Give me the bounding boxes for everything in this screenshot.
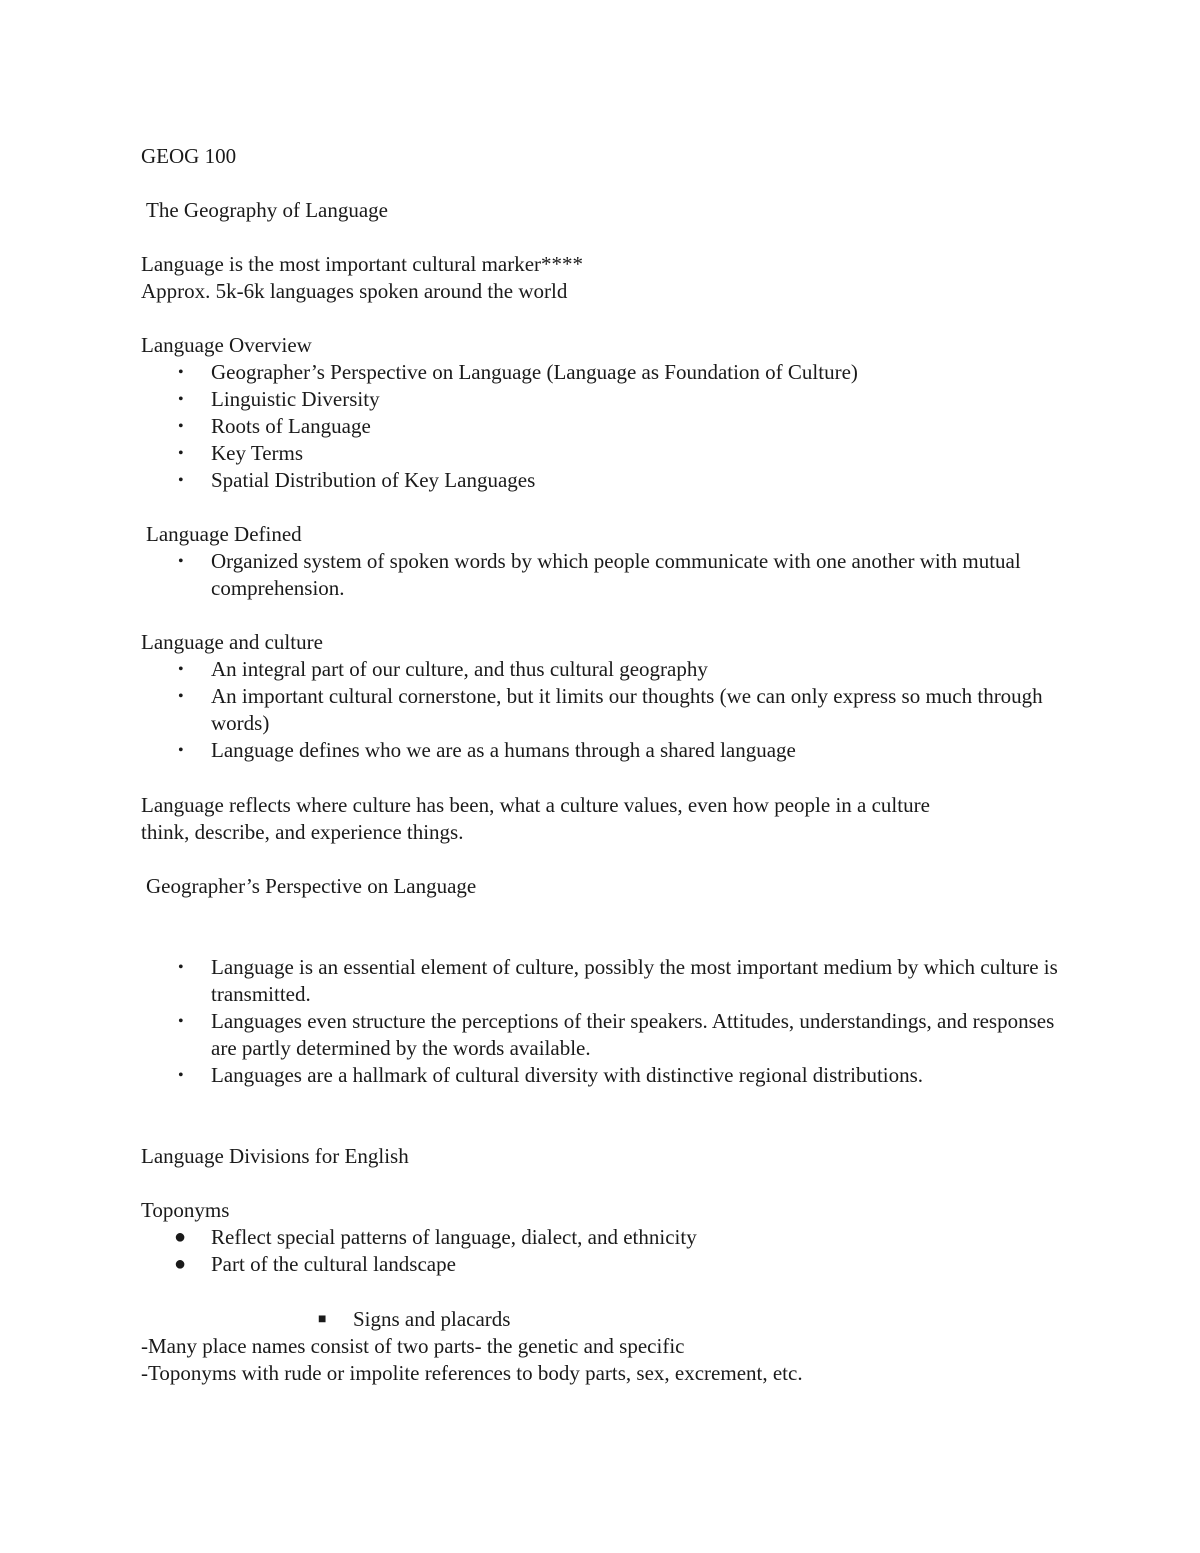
overview-item-text: Geographer’s Perspective on Language (Language as Foundation of Culture) xyxy=(211,360,858,384)
bullet-icon: ● xyxy=(174,1226,187,1248)
overview-item-text: Key Terms xyxy=(211,441,304,465)
bullet-icon: • xyxy=(178,445,184,462)
overview-item-text: Roots of Language xyxy=(211,414,371,438)
bullet-icon: • xyxy=(178,472,184,489)
defined-item-text: Organized system of spoken words by which people communicate with one another with mutual comprehension. xyxy=(211,549,1021,600)
reflects-line-2: think, describe, and experience things. xyxy=(141,820,464,844)
overview-heading: Language Overview xyxy=(141,333,312,357)
overview-item-text: Spatial Distribution of Key Languages xyxy=(211,468,536,492)
toponyms-note-1: -Many place names consist of two parts- the genetic and specific xyxy=(141,1334,685,1358)
bullet-icon: • xyxy=(178,742,184,759)
culture-item-text: Language defines who we are as a humans through a shared language xyxy=(211,738,796,762)
bullet-icon: • xyxy=(178,1067,184,1084)
square-bullet-icon: ■ xyxy=(318,1312,327,1327)
bullet-icon: • xyxy=(178,418,184,435)
toponyms-item-text: Part of the cultural landscape xyxy=(211,1252,456,1276)
bullet-icon: • xyxy=(178,553,184,570)
toponyms-heading: Toponyms xyxy=(141,1198,230,1222)
defined-heading: Language Defined xyxy=(146,522,302,546)
intro-line-2: Approx. 5k-6k languages spoken around the world xyxy=(141,279,568,303)
intro-line-1: Language is the most important cultural marker**** xyxy=(141,252,584,276)
reflects-line-1: Language reflects where culture has been, what a culture values, even how people in a culture xyxy=(141,793,930,817)
bullet-icon: ● xyxy=(174,1253,187,1275)
course-code: GEOG 100 xyxy=(141,144,237,168)
toponyms-note-2: -Toponyms with rude or impolite references to body parts, sex, excrement, etc. xyxy=(141,1361,803,1385)
bullet-icon: • xyxy=(178,364,184,381)
perspective-item-text: Language is an essential element of culture, possibly the most important medium by which culture is transmitted. xyxy=(211,955,1058,1006)
bullet-icon: • xyxy=(178,1013,184,1030)
divisions-heading: Language Divisions for English xyxy=(141,1144,409,1168)
perspective-item-text: Languages even structure the perceptions of their speakers. Attitudes, understandings, and responses are partly determined by the words available. xyxy=(211,1009,1055,1060)
bullet-icon: • xyxy=(178,391,184,408)
culture-item-text: An integral part of our culture, and thus cultural geography xyxy=(211,657,708,681)
culture-heading: Language and culture xyxy=(141,630,323,654)
overview-item-text: Linguistic Diversity xyxy=(211,387,380,411)
toponyms-item-text: Reflect special patterns of language, dialect, and ethnicity xyxy=(211,1225,697,1249)
bullet-icon: • xyxy=(178,688,184,705)
culture-item-text: An important cultural cornerstone, but it limits our thoughts (we can only express so much through words) xyxy=(211,684,1043,735)
toponyms-subitem-text: Signs and placards xyxy=(353,1307,511,1331)
perspective-item-text: Languages are a hallmark of cultural diversity with distinctive regional distributions. xyxy=(211,1063,924,1087)
bullet-icon: • xyxy=(178,661,184,678)
document-title: The Geography of Language xyxy=(146,198,388,222)
perspective-heading: Geographer’s Perspective on Language xyxy=(146,874,477,898)
bullet-icon: • xyxy=(178,959,184,976)
